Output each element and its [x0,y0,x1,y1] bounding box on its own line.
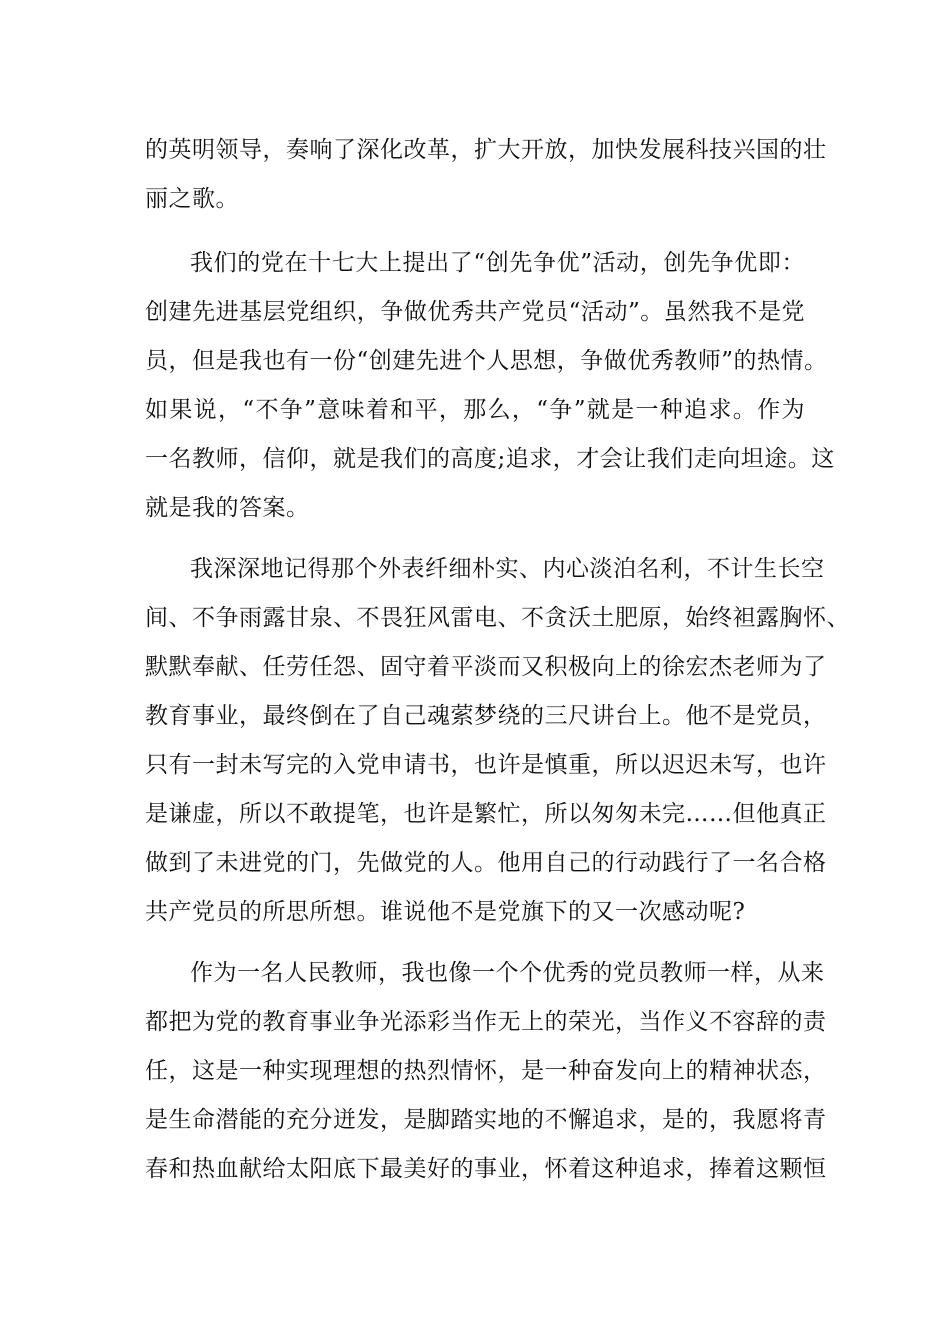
text-line: 我深深地记得那个外表纤细朴实、内心淡泊名利，不计生长空 [190,556,825,582]
text-line: 一名教师，信仰，就是我们的高度;追求，才会让我们走向坦途。这 [145,446,835,472]
text-line: 是谦虚，所以不敢提笔，也许是繁忙，所以匆匆未完……但他真正 [145,801,827,827]
text-line: 就是我的答案。 [145,495,310,521]
text-line: 任，这是一种实现理想的热烈情怀，是一种奋发向上的精神状态， [145,1058,827,1084]
text-line: 默默奉献、任劳任怨、固守着平淡而又积极向上的徐宏杰老师为了 [145,654,827,680]
text-line: 我们的党在十七大上提出了“创先争优”活动，创先争优即： [190,250,805,276]
text-line: 共产党员的所思所想。谁说他不是党旗下的又一次感动呢? [145,899,746,925]
text-line: 作为一名人民教师，我也像一个个优秀的党员教师一样，从来 [190,960,825,986]
text-line: 的英明领导，奏响了深化改革，扩大开放，加快发展科技兴国的壮 [145,137,827,163]
text-line: 创建先进基层党组织，争做优秀共产党员“活动”。虽然我不是党 [145,299,805,325]
text-line: 员，但是我也有一份“创建先进个人思想，争做优秀教师”的热情。 [145,348,828,374]
text-line: 如果说，“不争”意味着和平，那么，“争”就是一种追求。作为 [145,397,805,423]
text-line: 是生命潜能的充分迸发，是脚踏实地的不懈追求，是的，我愿将青 [145,1107,827,1133]
text-line: 教育事业，最终倒在了自己魂萦梦绕的三尺讲台上。他不是党员， [145,703,827,729]
text-line: 春和热血献给太阳底下最美好的事业，怀着这种追求，捧着这颗恒 [145,1156,827,1182]
text-line: 做到了未进党的门，先做党的人。他用自己的行动践行了一名合格 [145,850,827,876]
text-line: 丽之歌。 [145,186,239,212]
text-line: 都把为党的教育事业争光添彩当作无上的荣光，当作义不容辞的责 [145,1009,827,1035]
text-line: 只有一封未写完的入党申请书，也许是慎重，所以迟迟未写，也许 [145,752,827,778]
text-line: 间、不争雨露甘泉、不畏狂风雷电、不贪沃土肥原，始终袒露胸怀、 [145,605,850,631]
